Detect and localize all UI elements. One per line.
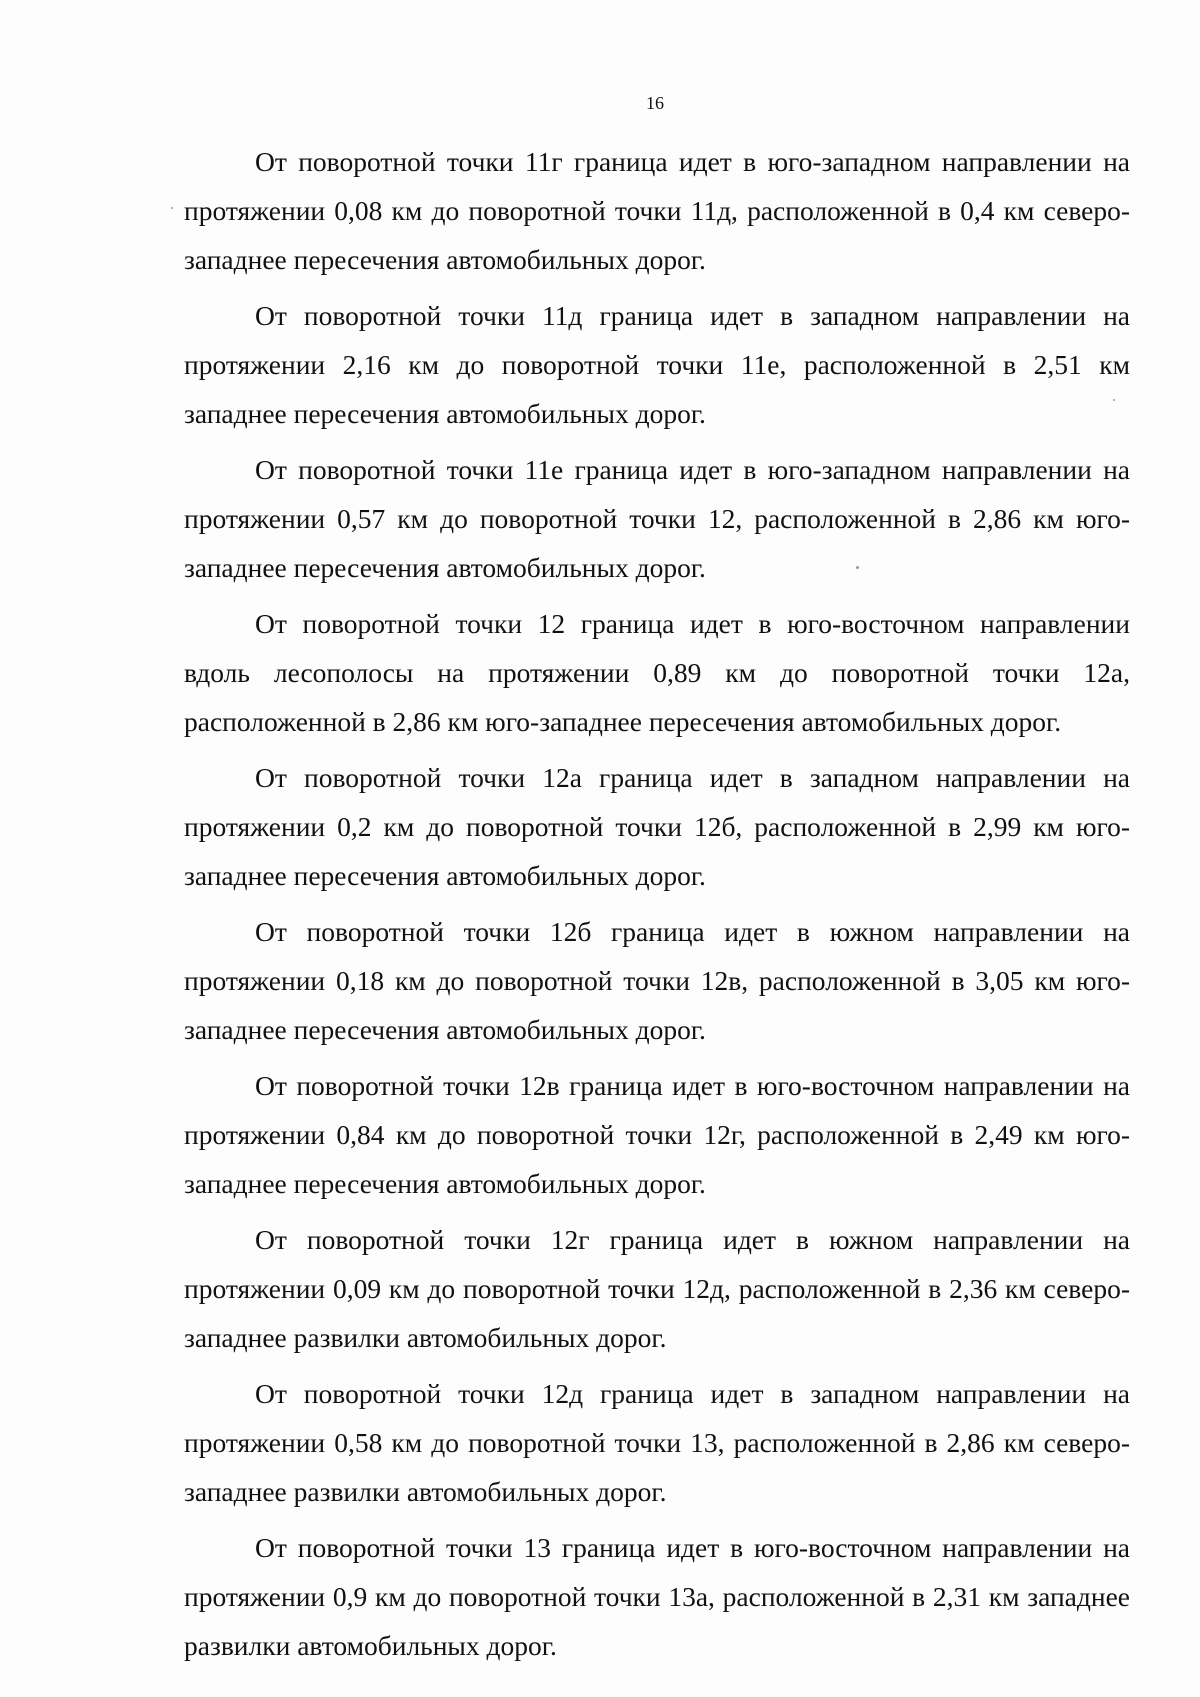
scan-speck (1113, 399, 1115, 401)
paragraph-7: От поворотной точки 12в граница идет в юго-восточном направлении на протяжении 0,84 км до поворотной точки 12г, расположенной в 2,49 км юго-западнее пересечения автомобильных дорог. (184, 1070, 1130, 1199)
scan-speck (171, 207, 173, 209)
paragraph-6: От поворотной точки 12б граница идет в южном направлении на протяжении 0,18 км до поворотной точки 12в, расположенной в 3,05 км юго-западнее пересечения автомобильных дорог. (184, 916, 1130, 1045)
paragraph-9: От поворотной точки 12д граница идет в западном направлении на протяжении 0,58 км до поворотной точки 13, расположенной в 2,86 км северо-западнее развилки автомобильных дорог. (184, 1378, 1130, 1507)
page-number: 16 (646, 93, 664, 113)
paragraph-4: От поворотной точки 12 граница идет в юго-восточном направлении вдоль лесополосы на протяжении 0,89 км до поворотной точки 12а, расположенной в 2,86 км юго-западнее пересечения автомобильных дорог. (184, 608, 1130, 737)
scan-speck (856, 566, 859, 569)
document-body (184, 137, 1130, 1677)
paragraph-3: От поворотной точки 11е граница идет в юго-западном направлении на протяжении 0,57 км до поворотной точки 12, расположенной в 2,86 км юго-западнее пересечения автомобильных дорог. (184, 454, 1130, 583)
paragraph-1: От поворотной точки 11г граница идет в юго-западном направлении на протяжении 0,08 км до поворотной точки 11д, расположенной в 0,4 км северо-западнее пересечения автомобильных дорог. (184, 146, 1130, 275)
paragraph-5: От поворотной точки 12а граница идет в западном направлении на протяжении 0,2 км до поворотной точки 12б, расположенной в 2,99 км юго-западнее пересечения автомобильных дорог. (184, 762, 1130, 891)
paragraph-10: От поворотной точки 13 граница идет в юго-восточном направлении на протяжении 0,9 км до поворотной точки 13а, расположенной в 2,31 км западнее развилки автомобильных дорог. (184, 1532, 1130, 1661)
paragraph-8: От поворотной точки 12г граница идет в южном направлении на протяжении 0,09 км до поворотной точки 12д, расположенной в 2,36 км северо-западнее развилки автомобильных дорог. (184, 1224, 1130, 1353)
paragraph-2: От поворотной точки 11д граница идет в западном направлении на протяжении 2,16 км до поворотной точки 11е, расположенной в 2,51 км западнее пересечения автомобильных дорог. (184, 300, 1130, 429)
